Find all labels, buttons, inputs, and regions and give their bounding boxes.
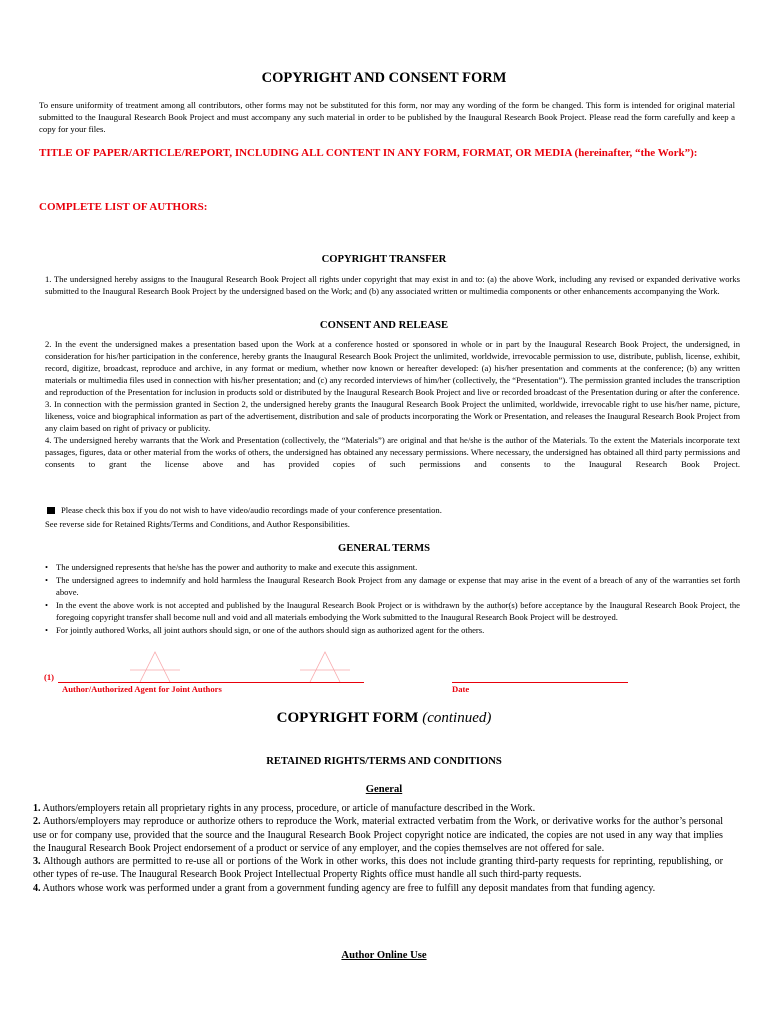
retained-right-item: 3. Although authors are permitted to re-use all or portions of the Work in other works, this does not include granting third-party requests for reprinting, republishing, or other types of re-use. The Inaugural Research Book Project Intellectual Property Rights office must handle all such third-party requests. [33,856,723,881]
retained-right-item: 1. Authors/employers retain all proprietary rights in any process, procedure, or article of manufacture described in the Work. [33,803,536,814]
retained-right-item: 2. Authors/employers may reproduce or authorize others to reproduce the Work, material extracted verbatim from the Work, or derivative works for the author’s personal use or for company use, provided that the source and the Inaugural Research Book Project copyright notice are indicated, the copies are not used in any way that implies the Inaugural Research Book Project endorsement of a product or service of any employer, and the copies themselves are not offered for sale. [33,816,723,854]
general-heading: General [365,784,403,795]
authors-label: COMPLETE LIST OF AUTHORS: [39,201,208,213]
consent-paragraph-2: 2. In the event the undersigned makes a presentation based upon the Work at a conference hosted or sponsored in whole or in part by the Inaugural Research Book Project, the undersigned, in consideration for his/her participation in the conference, hereby grants the Inaugural Research Book Project the unlimited, worldwide, irrevocable permission to use, distribute, publish, license, exhibit, record, digitize, broadcast, reproduce and archive, in any format or medium, whether now known or hereafter developed: (a) his/her presentation and comments at the conference; (b) any written materials or multimedia files used in connection with his/her presentation; and (c) any recorded interviews of him/her (collectively, the “Presentation”). The permission granted includes the transcription and reproduction of the Presentation for inclusion in products sold or distributed by the Inaugural Research Book Project and live or recorded broadcast of the Presentation during or after the conference. [45,339,740,397]
consent-paragraph-3: 3. In connection with the permission granted in Section 2, the undersigned hereby grants the Inaugural Research Book Project the unlimited, worldwide, irrevocable right to use his/her name, picture, likeness, voice and biographical information as part of the advertisement, distribution and sale of products incorporating the Work or Presentation, and releases the Inaugural Research Book Project from any claim based on right of privacy or publicity. [45,399,740,433]
copyright-transfer-paragraph: 1. The undersigned hereby assigns to the Inaugural Research Book Project all rights under copyright that may exist in and to: (a) the above Work, including any revised or expanded derivative works submitted to the Inaugural Research Book Project by the undersigned based on the Work; and (b) any associated written or multimedia components or other enhancements accompanying the Work. [45,274,740,296]
intro-paragraph: To ensure uniformity of treatment among all contributors, other forms may not be substituted for this form, nor may any wording of the form be changed. This form is intended for original material submitted to the Inaugural Research Book Project and must accompany any such material in order to be published by the Inaugural Research Book Project. Please read the form carefully and keep a copy for your files. [39,100,735,134]
recording-opt-out-checkbox[interactable] [47,507,55,514]
general-term-item: • The undersigned agrees to indemnify and hold harmless the Inaugural Research Book Project from any damage or expense that may arise in the event of a breach of any of the warranties set forth above. [45,574,740,598]
signature-line[interactable] [58,682,364,683]
signature-number: (1) [44,672,55,682]
continued-title [0,710,768,727]
retained-rights-list [33,802,723,895]
date-label: Date [452,684,470,694]
recording-opt-out-label: Please check this box if you do not wish to have video/audio recordings made of your conference presentation. [61,505,442,515]
author-online-use-heading: Author Online Use [341,950,427,961]
copyright-transfer-heading: COPYRIGHT TRANSFER [321,254,447,265]
general-term-item: • The undersigned represents that he/she has the power and authority to make and execute this assignment. [45,561,740,573]
retained-rights-heading: RETAINED RIGHTS/TERMS AND CONDITIONS [266,756,502,767]
work-title-label: TITLE OF PAPER/ARTICLE/REPORT, INCLUDING ALL CONTENT IN ANY FORM, FORMAT, OR MEDIA (hereinafter, “the Work”): [39,147,698,159]
consent-release-heading: CONSENT AND RELEASE [319,320,449,331]
general-term-item: • In the event the above work is not accepted and published by the Inaugural Research Book Project or is withdrawn by the author(s) before acceptance by the Inaugural Research Book Project, the foregoing copyright transfer shall become null and void and all materials embodying the Work submitted to the Inaugural Research Book Project will be destroyed. [45,599,740,623]
form-title: COPYRIGHT AND CONSENT FORM [261,70,507,86]
consent-paragraph-4: 4. The undersigned hereby warrants that the Work and Presentation (collectively, the “Materials”) are original and that he/she is the author of the Materials. To the extent the Materials incorporate text passages, figures, data or other material from the works of others, the undersigned has obtained any necessary permissions. Where necessary, the undersigned has obtained all third party permissions and consents to grant the license above and has provided copies of such permissions and consents to the Inaugural Research Book Project. [45,435,740,469]
retained-right-item: 4. Authors whose work was performed under a grant from a government funding agency are free to fulfill any deposit mandates from that funding agency. [33,882,656,894]
date-line[interactable] [452,682,628,683]
recording-opt-out [45,503,740,531]
signer-label: Author/Authorized Agent for Joint Authors [62,684,222,694]
general-terms-heading: GENERAL TERMS [338,543,430,554]
consent-release-body [45,338,740,470]
see-reverse-note: See reverse side for Retained Rights/Terms and Conditions, and Author Responsibilities. [45,519,350,529]
continued-title-main: COPYRIGHT FORM [276,710,419,726]
general-terms-list [45,561,740,637]
general-term-item: • For jointly authored Works, all joint authors should sign, or one of the authors should sign as authorized agent for the others. [45,624,740,636]
continued-title-suffix: (continued) [422,710,492,726]
